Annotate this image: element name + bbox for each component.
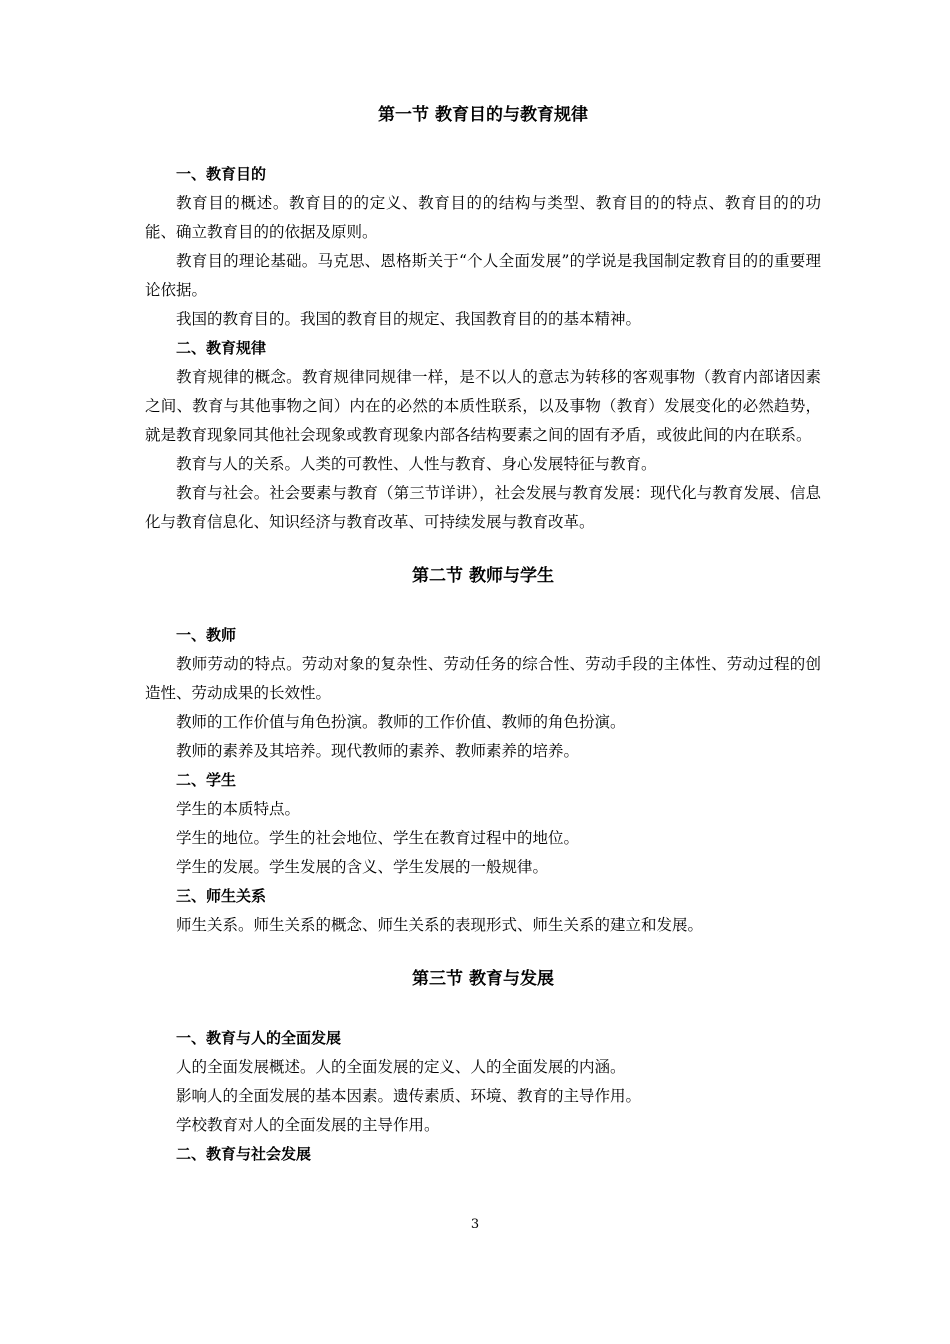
paragraph: 学生的发展。学生发展的含义、学生发展的一般规律。: [176, 858, 549, 876]
paragraph: 教育与人的关系。人类的可教性、人性与教育、身心发展特征与教育。: [176, 455, 657, 473]
page-number: 3: [470, 1217, 480, 1232]
paragraph: 影响人的全面发展的基本因素。遗传素质、环境、教育的主导作用。: [176, 1087, 642, 1105]
page-content: [145, 100, 821, 1169]
paragraph: 教育目的概述。教育目的的定义、教育目的的结构与类型、教育目的的特点、教育目的的功能、确立教育目的的依据及原则。: [145, 194, 821, 241]
subsection-heading-3-2: 二、教育与社会发展: [176, 1145, 312, 1163]
subsection-heading-2-2: 二、学生: [176, 771, 237, 789]
section-title-3: 第三节 教育与发展: [412, 969, 554, 989]
section-title-1: 第一节 教育目的与教育规律: [378, 105, 588, 125]
paragraph: 教育规律的概念。教育规律同规律一样，是不以人的意志为转移的客观事物（教育内部诸因素之间、教育与其他事物之间）内在的必然的本质性联系，以及事物（教育）发展变化的必然趋势，就是教育现象同其他社会现象或教育现象内部各结构要素之间的固有矛盾，或彼此间的内在联系。: [145, 368, 821, 444]
subsection-heading-3-1: 一、教育与人的全面发展: [176, 1029, 342, 1047]
paragraph: 人的全面发展概述。人的全面发展的定义、人的全面发展的内涵。: [176, 1058, 626, 1076]
paragraph: 教师的工作价值与角色扮演。教师的工作价值、教师的角色扮演。: [176, 713, 626, 731]
paragraph: 我国的教育目的。我国的教育目的规定、我国教育目的的基本精神。: [176, 310, 642, 328]
paragraph: 教师劳动的特点。劳动对象的复杂性、劳动任务的综合性、劳动手段的主体性、劳动过程的创造性、劳动成果的长效性。: [145, 655, 821, 702]
paragraph: 学生的本质特点。: [176, 800, 301, 818]
subsection-heading-2-3: 三、师生关系: [176, 887, 267, 905]
subsection-heading-1-2: 二、教育规律: [176, 339, 267, 357]
subsection-heading-1-1: 一、教育目的: [176, 165, 267, 183]
paragraph: 教育与社会。社会要素与教育（第三节详讲），社会发展与教育发展：现代化与教育发展、信息化与教育信息化、知识经济与教育改革、可持续发展与教育改革。: [145, 484, 821, 531]
section-title-2: 第二节 教师与学生: [412, 566, 554, 586]
paragraph: 教育目的理论基础。马克思、恩格斯关于“个人全面发展”的学说是我国制定教育目的的重要理论依据。: [145, 252, 821, 299]
subsection-heading-2-1: 一、教师: [176, 626, 237, 644]
paragraph: 师生关系。师生关系的概念、师生关系的表现形式、师生关系的建立和发展。: [176, 916, 704, 934]
paragraph: 教师的素养及其培养。现代教师的素养、教师素养的培养。: [176, 742, 580, 760]
paragraph: 学生的地位。学生的社会地位、学生在教育过程中的地位。: [176, 829, 580, 847]
paragraph: 学校教育对人的全面发展的主导作用。: [176, 1116, 440, 1134]
